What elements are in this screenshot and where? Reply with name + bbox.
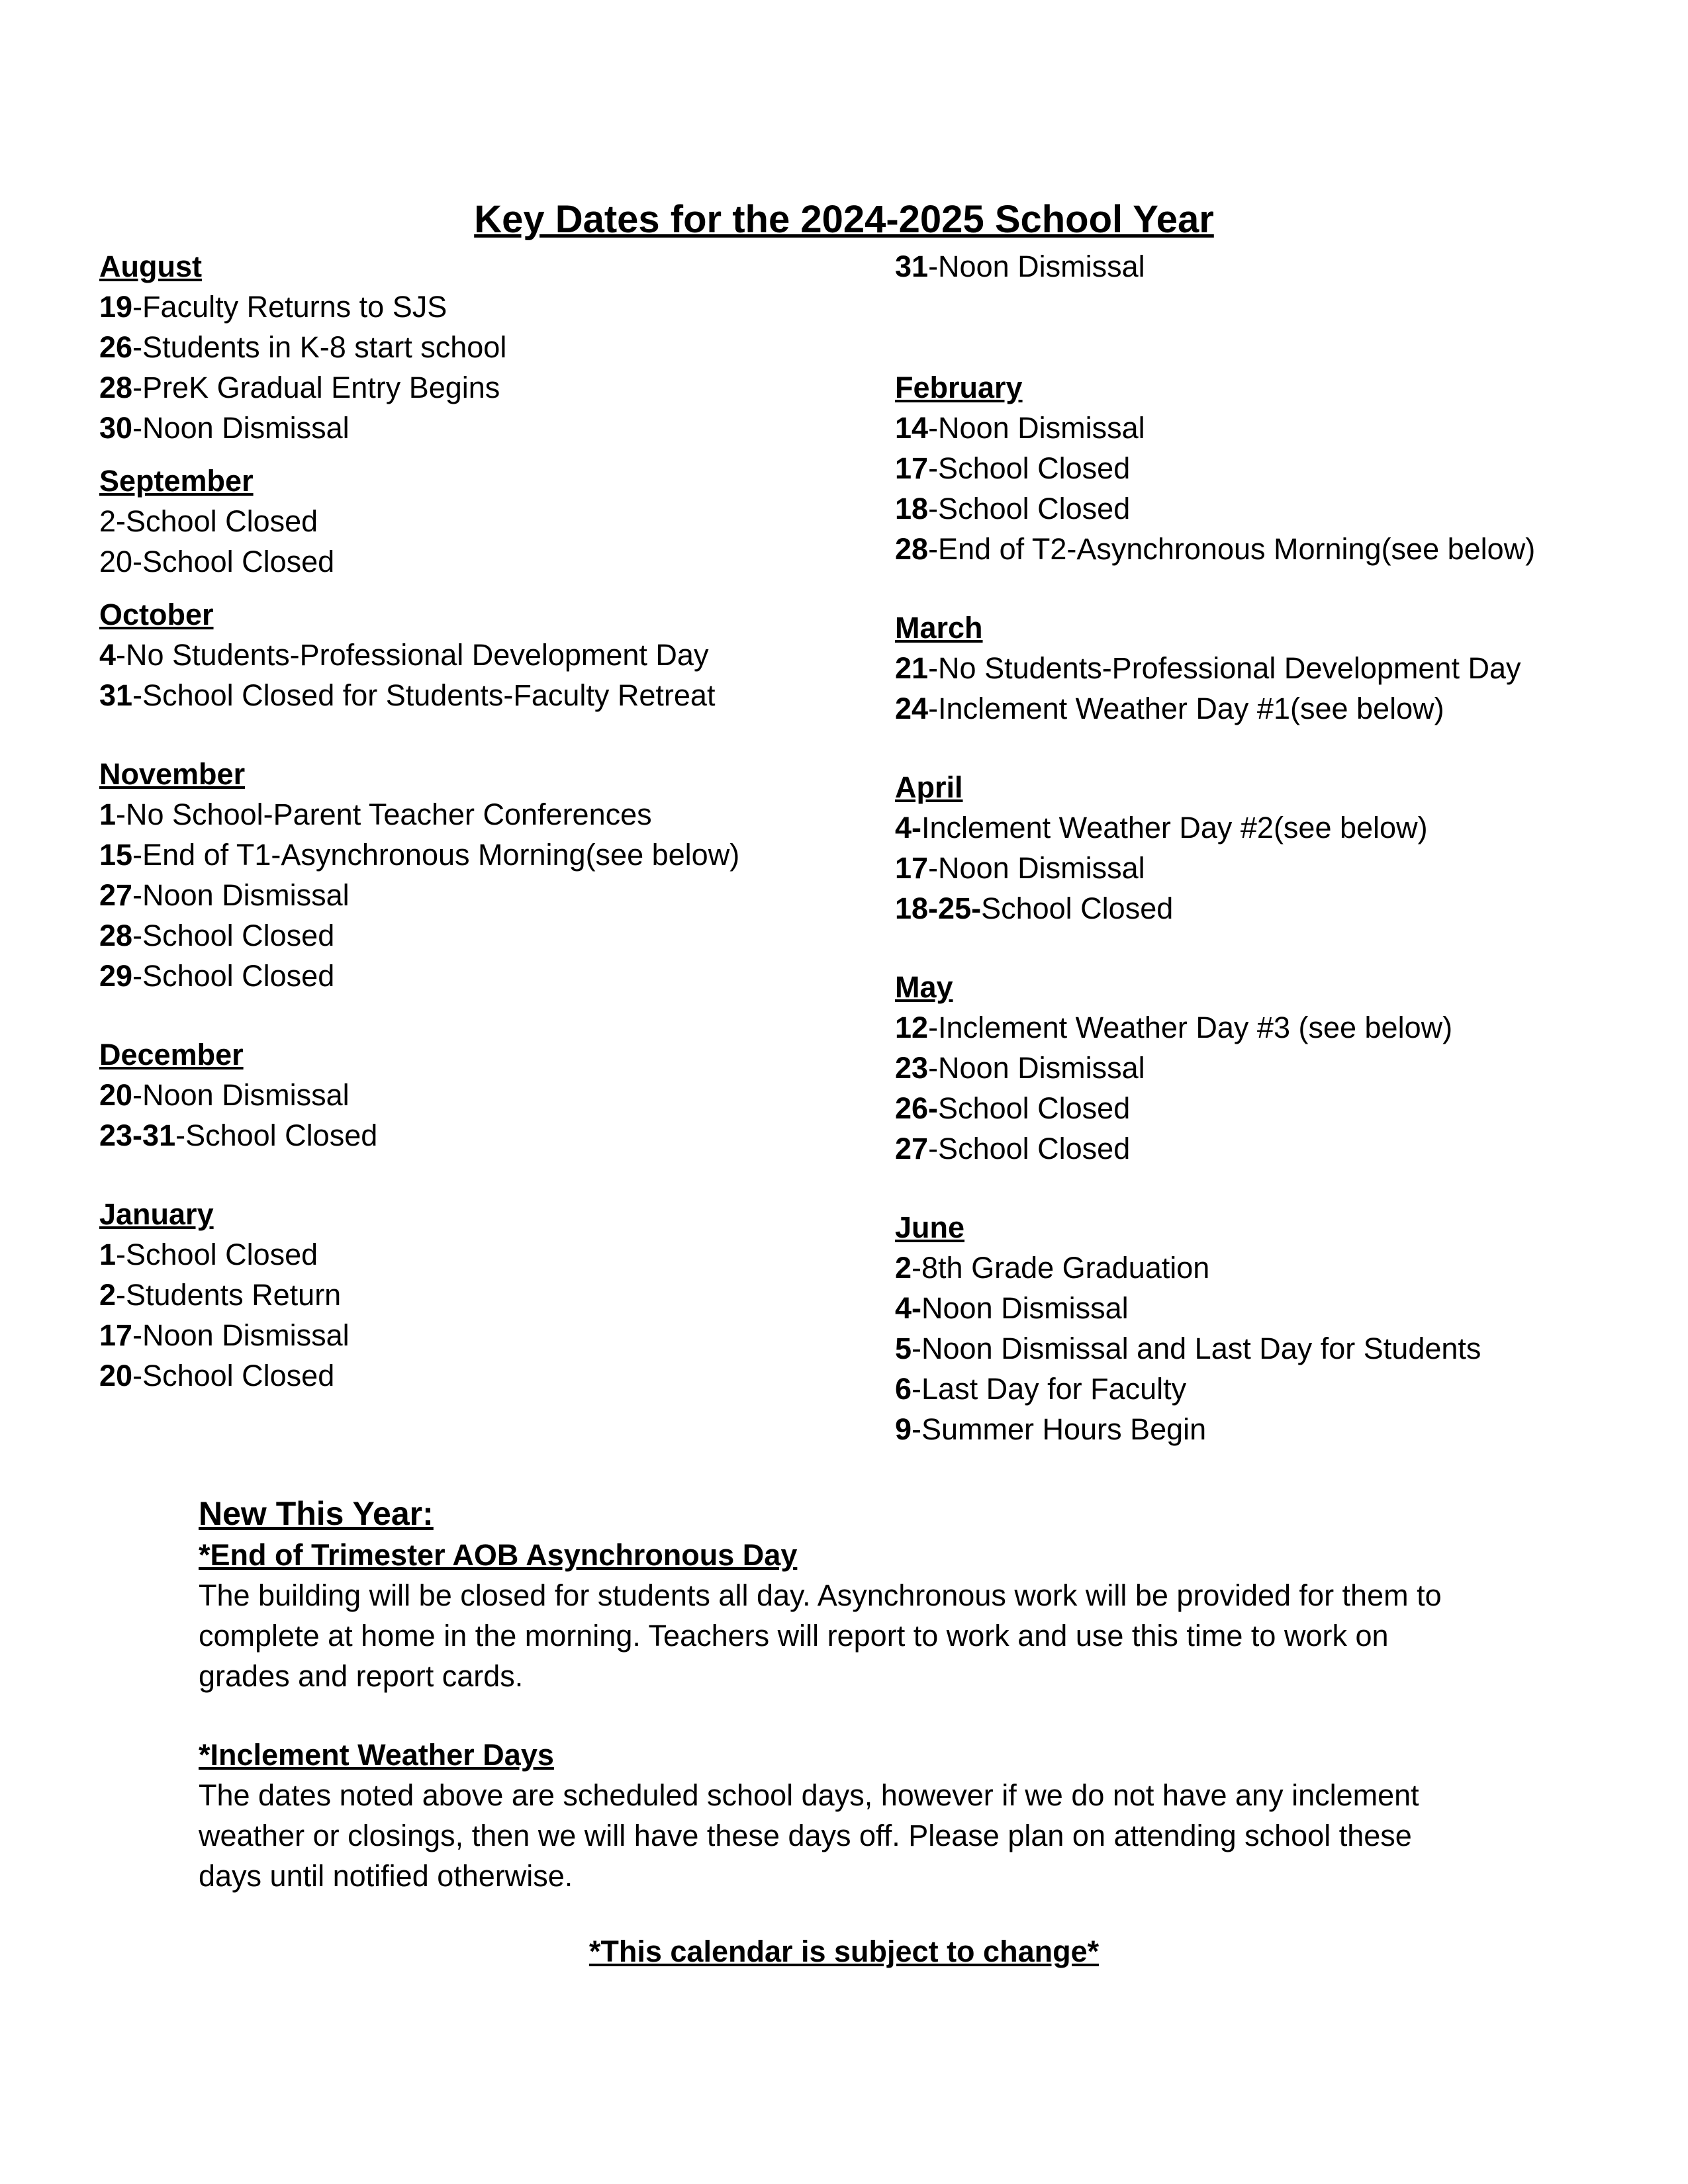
month-september (99, 461, 861, 582)
entry-text: School Closed (938, 1091, 1131, 1125)
date-entry (895, 1369, 1656, 1409)
date-entry (99, 541, 861, 582)
month-heading: November (99, 757, 246, 791)
entry-text: -Students Return (116, 1278, 342, 1312)
date-entry (895, 1248, 1656, 1288)
month-april (895, 767, 1656, 929)
entry-day: 31 (895, 250, 929, 283)
date-entry (895, 1409, 1656, 1449)
month-june (895, 1207, 1656, 1449)
entry-day: 4- (895, 811, 922, 844)
date-entry (895, 807, 1656, 848)
date-entry (895, 448, 1656, 488)
entry-text: -No Students-Professional Development Day (928, 651, 1521, 685)
entry-day: 4- (895, 1291, 922, 1325)
date-entry (895, 1048, 1656, 1088)
month-heading: June (895, 1210, 965, 1244)
notes-heading: New This Year: (199, 1495, 434, 1532)
month-heading: April (895, 770, 963, 804)
entry-day: 15 (99, 838, 133, 872)
entry-text: -Inclement Weather Day #1(see below) (928, 692, 1444, 725)
entry-text: -School Closed (132, 919, 335, 952)
month-heading: January (99, 1197, 214, 1231)
entry-text: -School Closed (928, 1132, 1131, 1165)
entry-text: -No School-Parent Teacher Conferences (116, 797, 652, 831)
date-entry (99, 287, 861, 327)
entry-text: -School Closed (132, 1359, 335, 1392)
aob-heading: *End of Trimester AOB Asynchronous Day (199, 1538, 798, 1572)
date-entry (895, 408, 1656, 448)
date-entry (895, 1007, 1656, 1048)
entry-day: 6 (895, 1372, 912, 1406)
date-entry (99, 635, 861, 675)
date-entry (895, 1088, 1656, 1128)
entry-day: 26 (99, 330, 133, 364)
date-entry (895, 1128, 1656, 1169)
entry-text: -PreK Gradual Entry Begins (132, 371, 500, 404)
entry-text: Noon Dismissal (921, 1291, 1129, 1325)
date-entry (99, 1275, 861, 1315)
entry-day: 21 (895, 651, 929, 685)
entry-day: 17 (99, 1318, 133, 1352)
entry-text: -Last Day for Faculty (912, 1372, 1187, 1406)
date-entry (895, 648, 1656, 688)
month-january-continued (895, 246, 1656, 287)
date-entry (895, 688, 1656, 729)
date-entry (99, 1075, 861, 1115)
entry-text: -No Students-Professional Development Day (116, 638, 709, 672)
entry-day: 2 (99, 1278, 117, 1312)
weather-line: The dates noted above are scheduled school days, however if we do not have any inclement (199, 1778, 1419, 1812)
weather-line: weather or closings, then we will have these days off. Please plan on attending school these (199, 1819, 1412, 1852)
entry-day: 23-31 (99, 1118, 176, 1152)
entry-day: 18-25- (895, 891, 982, 925)
entry-day: 14 (895, 411, 929, 445)
month-october (99, 594, 861, 715)
entry-day: 29 (99, 959, 133, 993)
entry-day: 17 (895, 451, 929, 485)
left-column (99, 246, 861, 1396)
entry-day: 28 (895, 532, 929, 566)
entry-day: 4 (99, 638, 117, 672)
entry-text: -School Closed (175, 1118, 378, 1152)
month-january (99, 1194, 861, 1396)
date-entry (895, 246, 1656, 287)
entry-text: -Faculty Returns to SJS (132, 290, 447, 324)
entry-day: 2 (895, 1251, 912, 1285)
entry-text: -8th Grade Graduation (912, 1251, 1210, 1285)
date-entry (895, 848, 1656, 888)
date-entry (99, 956, 861, 996)
entry-text: -Noon Dismissal (928, 851, 1145, 885)
date-entry (99, 794, 861, 835)
entry-day: 27 (895, 1132, 929, 1165)
month-heading: May (895, 970, 953, 1004)
entry-text: -Noon Dismissal (928, 411, 1145, 445)
entry-text: 20-School Closed (99, 545, 335, 578)
date-entry (99, 915, 861, 956)
weather-line: days until notified otherwise. (199, 1859, 573, 1893)
entry-text: -Noon Dismissal (132, 1318, 350, 1352)
notes-section (199, 1492, 1523, 1896)
date-entry (99, 408, 861, 448)
entry-day: 1 (99, 1238, 117, 1271)
entry-text: Inclement Weather Day #2(see below) (921, 811, 1428, 844)
date-entry (99, 1355, 861, 1396)
entry-day: 19 (99, 290, 133, 324)
entry-day: 1 (99, 797, 117, 831)
month-heading: February (895, 371, 1023, 404)
entry-day: 31 (99, 678, 133, 712)
entry-text: -School Closed (116, 1238, 318, 1271)
date-entry (895, 488, 1656, 529)
entry-day: 12 (895, 1011, 929, 1044)
month-august (99, 246, 861, 448)
entry-day: 17 (895, 851, 929, 885)
entry-day: 28 (99, 919, 133, 952)
entry-text: -Noon Dismissal (132, 1078, 350, 1112)
date-entry (895, 1288, 1656, 1328)
month-heading: December (99, 1038, 244, 1071)
entry-text: -Inclement Weather Day #3 (see below) (928, 1011, 1453, 1044)
entry-day: 24 (895, 692, 929, 725)
date-entry (99, 1234, 861, 1275)
entry-text: -Noon Dismissal (132, 878, 350, 912)
month-december (99, 1034, 861, 1156)
month-february (895, 367, 1656, 569)
month-march (895, 608, 1656, 729)
entry-day: 28 (99, 371, 133, 404)
date-entry (895, 1328, 1656, 1369)
entry-text: -End of T1-Asynchronous Morning(see below) (132, 838, 740, 872)
entry-day: 20 (99, 1078, 133, 1112)
month-heading: October (99, 598, 214, 631)
entry-day: 27 (99, 878, 133, 912)
entry-text: -Students in K-8 start school (132, 330, 507, 364)
entry-text: -School Closed (132, 959, 335, 993)
entry-text: -Noon Dismissal (132, 411, 350, 445)
entry-text: -Noon Dismissal (928, 250, 1145, 283)
date-entry (99, 1315, 861, 1355)
date-entry (99, 675, 861, 715)
entry-text: -School Closed (928, 492, 1131, 525)
aob-line: grades and report cards. (199, 1659, 524, 1693)
entry-day: 23 (895, 1051, 929, 1085)
month-heading: March (895, 611, 983, 645)
aob-line: The building will be closed for students all day. Asynchronous work will be provided for them to (199, 1578, 1442, 1612)
entry-text: -Summer Hours Begin (912, 1412, 1207, 1446)
month-november (99, 754, 861, 996)
date-entry (99, 875, 861, 915)
date-entry (99, 501, 861, 541)
date-entry (99, 835, 861, 875)
entry-text: 2-School Closed (99, 504, 318, 538)
disclaimer: *This calendar is subject to change* (588, 1934, 1100, 1968)
right-column (895, 246, 1656, 1449)
date-entry (99, 367, 861, 408)
date-entry (895, 888, 1656, 929)
month-may (895, 967, 1656, 1169)
entry-day: 26- (895, 1091, 939, 1125)
weather-heading: *Inclement Weather Days (199, 1738, 554, 1772)
entry-day: 30 (99, 411, 133, 445)
date-entry (99, 327, 861, 367)
month-heading: August (99, 250, 202, 283)
entry-text: School Closed (981, 891, 1174, 925)
entry-text: -School Closed (928, 451, 1131, 485)
aob-line: complete at home in the morning. Teachers will report to work and use this time to work on (199, 1619, 1389, 1653)
entry-text: -Noon Dismissal and Last Day for Students (912, 1332, 1481, 1365)
entry-text: -Noon Dismissal (928, 1051, 1145, 1085)
page-title: Key Dates for the 2024-2025 School Year (474, 198, 1214, 241)
entry-day: 20 (99, 1359, 133, 1392)
month-heading: September (99, 464, 254, 498)
date-entry (895, 529, 1656, 569)
date-entry (99, 1115, 861, 1156)
entry-text: -End of T2-Asynchronous Morning(see below) (928, 532, 1536, 566)
entry-day: 18 (895, 492, 929, 525)
entry-day: 5 (895, 1332, 912, 1365)
entry-day: 9 (895, 1412, 912, 1446)
entry-text: -School Closed for Students-Faculty Retreat (132, 678, 716, 712)
